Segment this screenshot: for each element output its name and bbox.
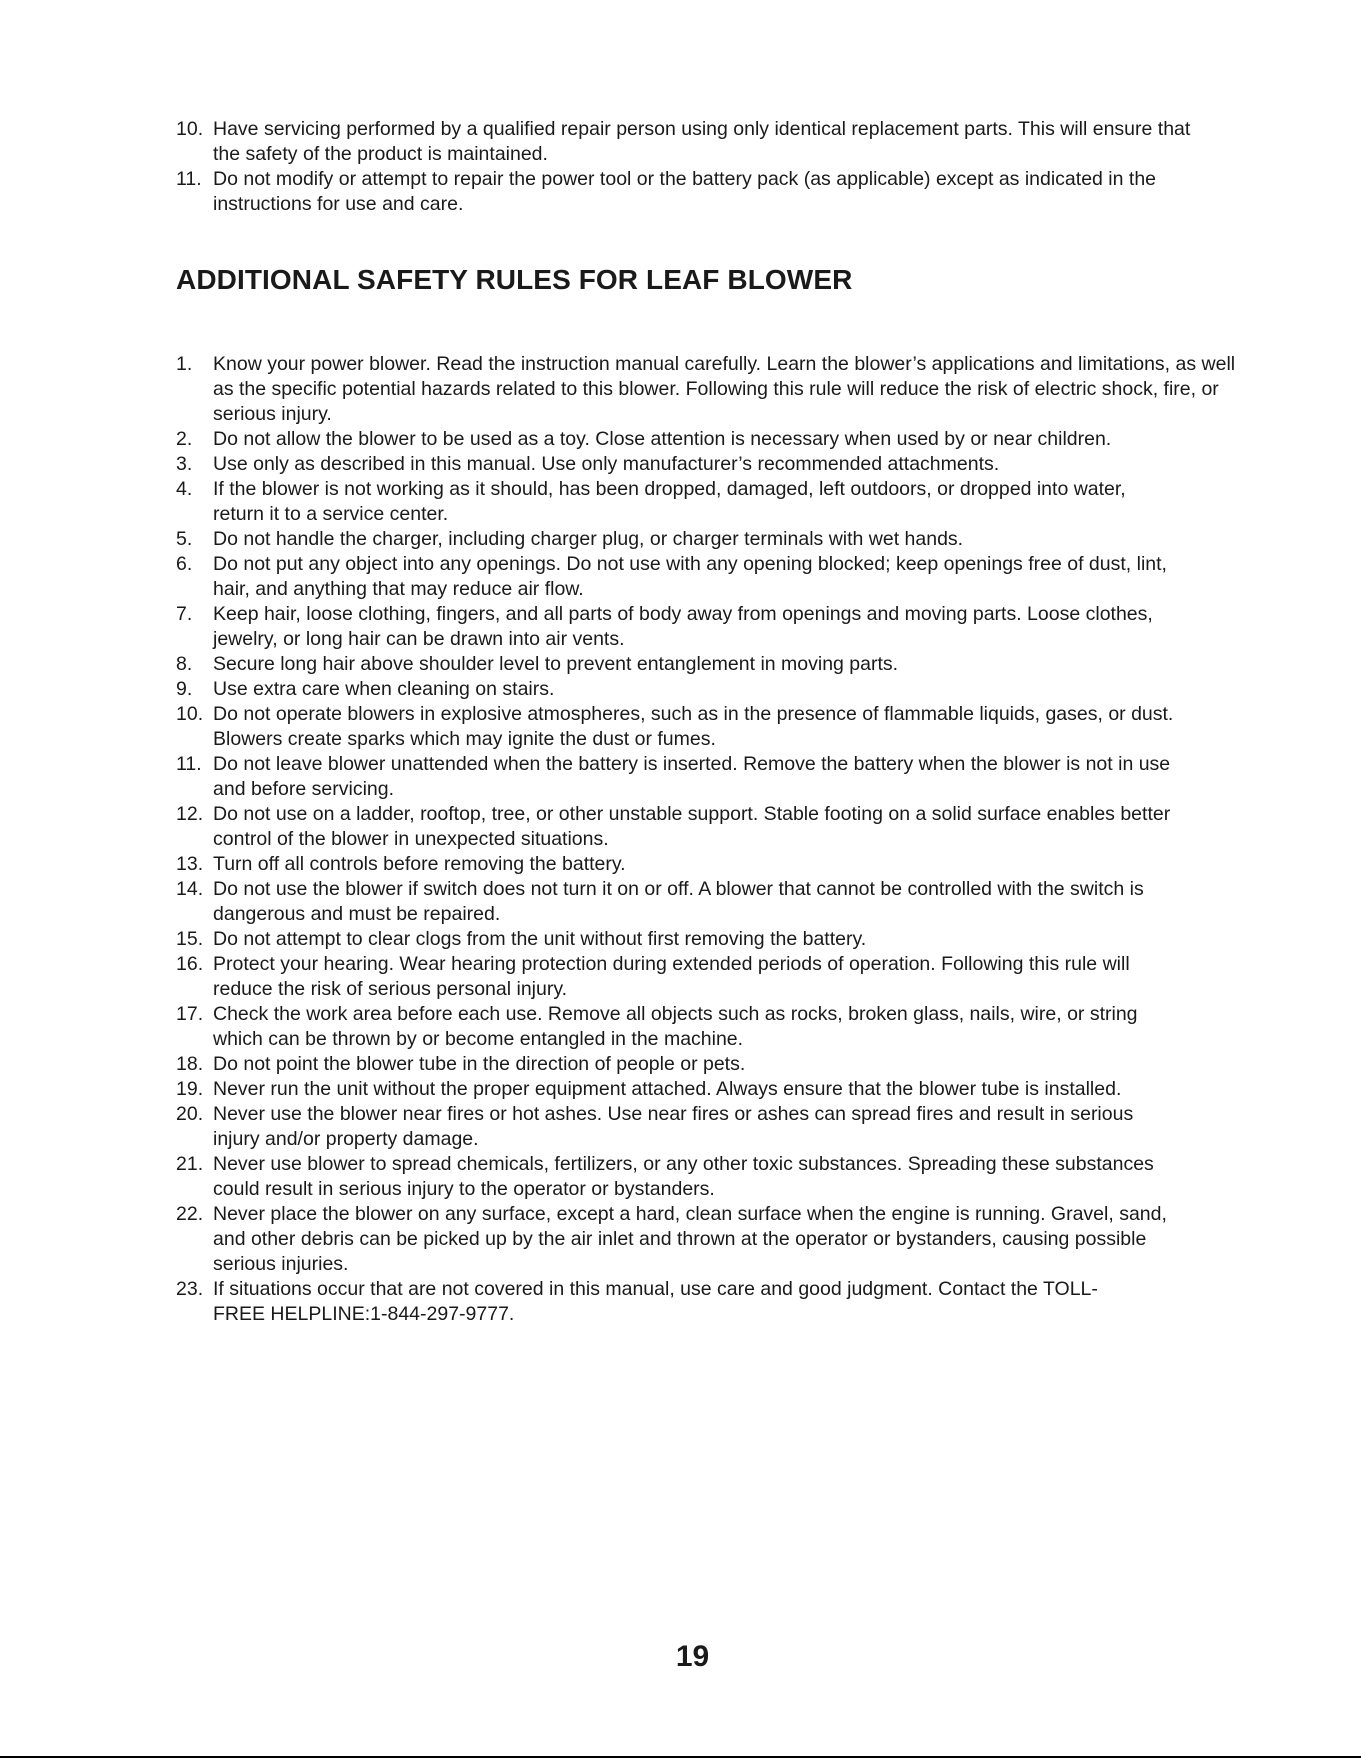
item-number: 18. [176, 1053, 204, 1075]
item-number: 10. [176, 703, 204, 725]
list-item [176, 427, 1256, 452]
list-item [176, 677, 1256, 702]
item-number: 16. [176, 953, 204, 975]
item-number: 3. [176, 453, 193, 475]
intro-list [176, 117, 1256, 217]
item-number: 8. [176, 653, 193, 675]
list-item [176, 552, 1256, 602]
list-item [176, 877, 1256, 927]
list-item [176, 1277, 1256, 1327]
list-item [176, 702, 1256, 752]
item-number: 20. [176, 1103, 204, 1125]
list-item [176, 802, 1256, 852]
item-text: Do not operate blowers in explosive atmospheres, such as in the presence of flammable liquids, gases, or dust. Blowers create sparks which may ignite the dust or fumes. [213, 703, 1174, 750]
item-number: 19. [176, 1078, 204, 1100]
item-text: Never use the blower near fires or hot ashes. Use near fires or ashes can spread fires and result in serious injury and/or property damage. [213, 1103, 1134, 1150]
item-text: Protect your hearing. Wear hearing protection during extended periods of operation. Following this rule will reduce the risk of serious personal injury. [213, 953, 1130, 1000]
item-text: Turn off all controls before removing the battery. [213, 853, 626, 875]
list-item [176, 852, 1256, 877]
page-number: 19 [675, 1640, 710, 1673]
section-heading: ADDITIONAL SAFETY RULES FOR LEAF BLOWER [176, 264, 853, 295]
item-text: Do not use the blower if switch does not turn it on or off. A blower that cannot be controlled with the switch is dangerous and must be repaired. [213, 878, 1144, 925]
item-text: Do not handle the charger, including charger plug, or charger terminals with wet hands. [213, 528, 964, 550]
item-number: 2. [176, 428, 193, 450]
item-number: 10. [176, 118, 204, 140]
list-item [176, 352, 1256, 427]
item-text: Do not point the blower tube in the direction of people or pets. [213, 1053, 746, 1075]
bottom-rule [0, 1756, 1361, 1758]
list-item [176, 652, 1256, 677]
item-number: 1. [176, 353, 193, 375]
item-text: Know your power blower. Read the instruction manual carefully. Learn the blower’s applications and limitations, as well as the specific potential hazards related to this blower. Following this rule will reduce the risk of electric shock, fire, or serious injury. [213, 353, 1236, 425]
list-item [176, 477, 1256, 527]
list-item [176, 452, 1256, 477]
item-number: 4. [176, 478, 193, 500]
item-number: 11. [176, 168, 202, 190]
list-item [176, 1077, 1256, 1102]
item-text: Check the work area before each use. Remove all objects such as rocks, broken glass, nails, wire, or string which can be thrown by or become entangled in the machine. [213, 1003, 1138, 1050]
item-number: 11. [176, 753, 202, 775]
item-text: Have servicing performed by a qualified repair person using only identical replacement parts. This will ensure that the safety of the product is maintained. [213, 118, 1191, 165]
item-text: Never place the blower on any surface, except a hard, clean surface when the engine is running. Gravel, sand, and other debris can be picked up by the air inlet and thrown at the operator or bystanders, causing possible serious injuries. [213, 1203, 1167, 1275]
item-number: 15. [176, 928, 204, 950]
item-text: Do not modify or attempt to repair the power tool or the battery pack (as applicable) except as indicated in the instructions for use and care. [213, 168, 1157, 215]
list-item [176, 602, 1256, 652]
list-item [176, 927, 1256, 952]
item-number: 13. [176, 853, 204, 875]
item-text: Use only as described in this manual. Use only manufacturer’s recommended attachments. [213, 453, 1000, 475]
item-text: Keep hair, loose clothing, fingers, and all parts of body away from openings and moving parts. Loose clothes, jewelry, or long hair can be drawn into air vents. [213, 603, 1153, 650]
list-item [176, 1052, 1256, 1077]
item-text: Do not use on a ladder, rooftop, tree, or other unstable support. Stable footing on a solid surface enables better control of the blower in unexpected situations. [213, 803, 1171, 850]
item-number: 12. [176, 803, 204, 825]
item-number: 17. [176, 1003, 204, 1025]
list-item [176, 1002, 1256, 1052]
item-text: Do not attempt to clear clogs from the unit without first removing the battery. [213, 928, 867, 950]
item-number: 9. [176, 678, 193, 700]
list-item [176, 1202, 1256, 1277]
rules-list [176, 352, 1256, 1327]
list-item [176, 167, 1256, 217]
item-number: 5. [176, 528, 193, 550]
item-text: Do not put any object into any openings. Do not use with any opening blocked; keep openings free of dust, lint, hair, and anything that may reduce air flow. [213, 553, 1167, 600]
item-text: Do not allow the blower to be used as a toy. Close attention is necessary when used by or near children. [213, 428, 1112, 450]
item-number: 14. [176, 878, 204, 900]
item-text: If situations occur that are not covered in this manual, use care and good judgment. Contact the TOLL-FREE HELPLINE:1-844-297-9777. [213, 1278, 1098, 1325]
item-number: 6. [176, 553, 193, 575]
item-text: Secure long hair above shoulder level to prevent entanglement in moving parts. [213, 653, 899, 675]
item-number: 22. [176, 1203, 204, 1225]
item-number: 7. [176, 603, 193, 625]
item-text: If the blower is not working as it should, has been dropped, damaged, left outdoors, or dropped into water, return it to a service center. [213, 478, 1126, 525]
item-text: Never use blower to spread chemicals, fertilizers, or any other toxic substances. Spreading these substances could result in serious injury to the operator or bystanders. [213, 1153, 1154, 1200]
list-item [176, 952, 1256, 1002]
item-number: 21. [176, 1153, 204, 1175]
item-text: Use extra care when cleaning on stairs. [213, 678, 555, 700]
list-item [176, 752, 1256, 802]
item-text: Never run the unit without the proper equipment attached. Always ensure that the blower tube is installed. [213, 1078, 1122, 1100]
list-item [176, 117, 1256, 167]
list-item [176, 527, 1256, 552]
list-item [176, 1152, 1256, 1202]
item-number: 23. [176, 1278, 204, 1300]
item-text: Do not leave blower unattended when the battery is inserted. Remove the battery when the blower is not in use and before servicing. [213, 753, 1171, 800]
list-item [176, 1102, 1256, 1152]
